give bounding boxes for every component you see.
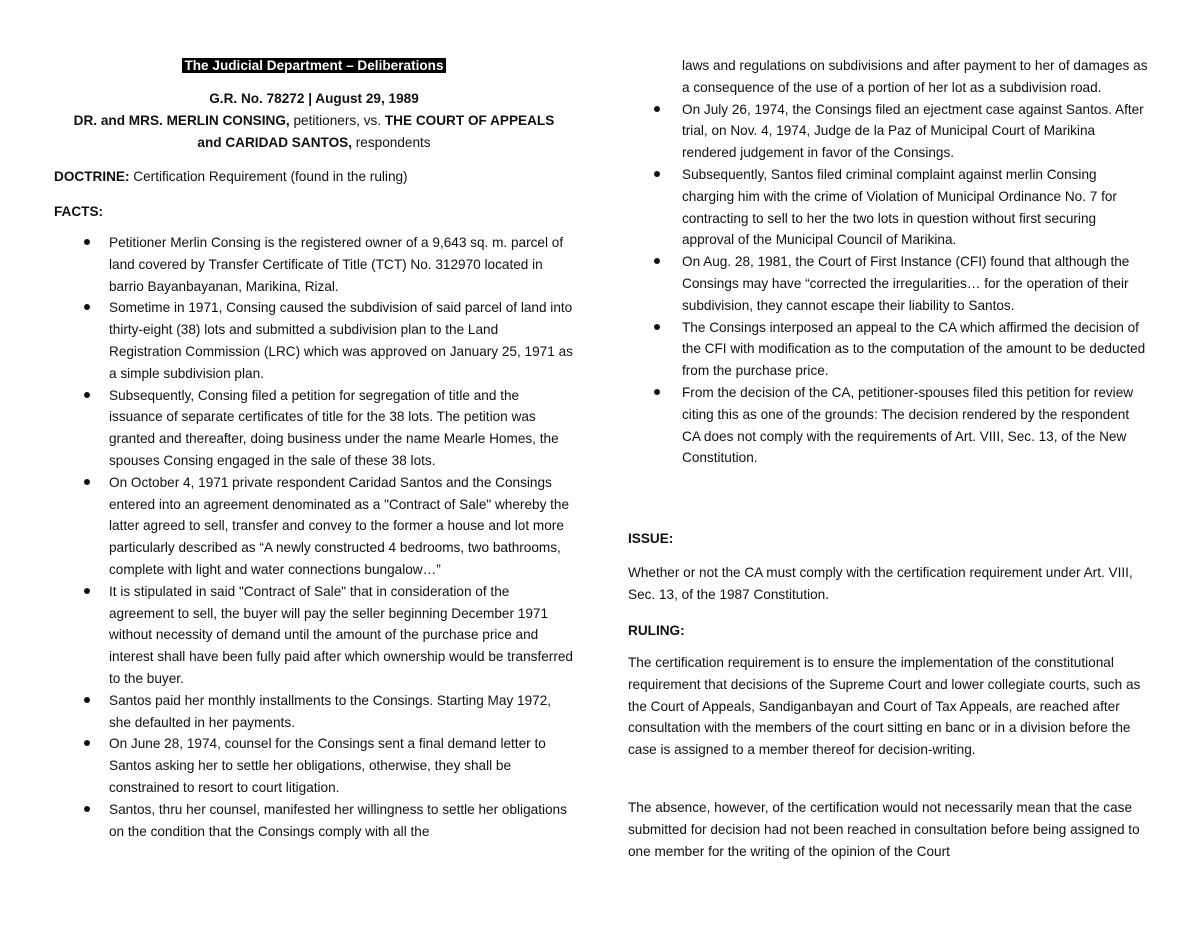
bullet-icon [654, 389, 660, 395]
issue-heading: ISSUE: [628, 531, 674, 546]
list-item-text: From the decision of the CA, petitioner-spouses filed this petition for review citing this as one of the grounds: The decision rendered by the respondent CA does not comply with the requirements of Art. VIII, Sec. 13, of the New Constitution. [682, 384, 1134, 466]
facts-list [54, 232, 574, 842]
list-item-text: Subsequently, Consing filed a petition for segregation of title and the issuance of separate certificates of title for the 38 lots. The petition was granted and thereafter, doing business under the name Mearle Homes, the spouses Consing engaged in the sale of these 38 lots. [109, 387, 559, 468]
facts-heading: FACTS: [54, 204, 104, 219]
list-item [54, 297, 574, 384]
list-item-text: On June 28, 1974, counsel for the Consings sent a final demand letter to Santos asking her to settle her obligations, otherwise, they shall be constrained to resort to court litigation. [109, 736, 546, 795]
bullet-icon [84, 392, 90, 398]
case-number: G.R. No. 78272 | August 29, 1989 [209, 91, 419, 106]
bullet-icon [654, 258, 660, 264]
list-item-text: Subsequently, Santos filed criminal complaint against merlin Consing charging him with the crime of Violation of Municipal Ordinance No. 7 for contracting to sell to her the two lots in question without first securing approval of the Municipal Council of Marikina. [682, 166, 1117, 248]
list-item [628, 164, 1150, 251]
list-item [628, 317, 1150, 382]
list-item [54, 385, 574, 472]
bullet-icon [84, 806, 90, 812]
bullet-icon [654, 106, 660, 112]
list-item-text: Petitioner Merlin Consing is the registered owner of a 9,643 sq. m. parcel of land covered by Transfer Certificate of Title (TCT) No. 312970 located in barrio Bayanbayanan, Marikina, Rizal. [109, 235, 564, 294]
ruling-heading: RULING: [628, 623, 685, 638]
respondents-name: THE COURT OF APPEALS and CARIDAD SANTOS, [197, 113, 555, 150]
petitioners-name: DR. and MRS. MERLIN CONSING, [73, 113, 290, 128]
list-item-text: Sometime in 1971, Consing caused the subdivision of said parcel of land into thirty-eight (38) lots and submitted a subdivision plan to the Land Registration Commission (LRC) which was approved on January 25, 1971 as a simple subdivision plan. [109, 300, 573, 381]
list-item-text: Santos paid her monthly installments to the Consings. Starting May 1972, she defaulted in her payments. [109, 692, 552, 730]
ruling-paragraph: The absence, however, of the certification would not necessarily mean that the case submitted for decision had not been reached in consultation before being assigned to one member for the writing of the opinion of the Court [628, 800, 1140, 859]
list-item-text: On Aug. 28, 1981, the Court of First Instance (CFI) found that although the Consings may have “corrected the irregularities… for the operation of their subdivision, they cannot escape their liability to Santos. [682, 254, 1130, 313]
list-item-text: On July 26, 1974, the Consings filed an ejectment case against Santos. After trial, on Nov. 4, 1974, Judge de la Paz of Municipal Court of Marikina rendered judgement in favor of the Consings. [682, 101, 1144, 161]
document-title [54, 55, 574, 77]
bullet-icon [84, 479, 90, 485]
list-item [54, 799, 574, 843]
case-parties [54, 110, 574, 154]
list-item [628, 99, 1150, 164]
list-item-text: It is stipulated in said "Contract of Sale" that in consideration of the agreement to sell, the buyer will pay the seller beginning December 1971 without necessity of demand until the amount of the purchase price and interest shall have been fully paid after which ownership would be transferred to the buyer. [109, 583, 573, 686]
bullet-icon [84, 588, 90, 594]
petitioners-label: petitioners, vs. [289, 113, 385, 128]
list-item [628, 251, 1150, 316]
doctrine-text: Certification Requirement (found in the ruling) [129, 169, 408, 184]
list-item-text: The Consings interposed an appeal to the CA which affirmed the decision of the CFI with modification as to the computation of the amount to be deducted from the purchase price. [682, 319, 1146, 379]
list-item [628, 382, 1150, 469]
bullet-icon [654, 324, 660, 330]
bullet-icon [84, 740, 90, 746]
list-item [54, 733, 574, 798]
respondents-label: respondents [351, 134, 431, 150]
bullet-icon [84, 304, 90, 310]
title-highlight: The Judicial Department – Deliberations [184, 58, 444, 73]
bullet-icon [84, 239, 90, 245]
list-item [54, 472, 574, 581]
bullet-icon [84, 697, 90, 703]
list-item-text: On October 4, 1971 private respondent Caridad Santos and the Consings entered into an agreement denominated as a "Contract of Sale" whereby the latter agreed to sell, transfer and convey to the former a house and lot more particularly described as “A newly constructed 4 bedrooms, two bathrooms, complete with light and water connections bungalow…” [109, 474, 570, 577]
list-item-text: Santos, thru her counsel, manifested her willingness to settle her obligations on the condition that the Consings comply with all the [109, 801, 567, 839]
doctrine-line [54, 166, 408, 188]
doctrine-label: DOCTRINE: [54, 169, 130, 184]
list-item [54, 232, 574, 297]
bullet-icon [654, 171, 660, 177]
issue-text: Whether or not the CA must comply with the certification requirement under Art. VIII, Sec. 13, of the 1987 Constitution. [628, 565, 1133, 602]
list-item-continuation [628, 55, 1150, 99]
list-item [54, 581, 574, 690]
list-item [54, 690, 574, 734]
ruling-paragraph: The certification requirement is to ensure the implementation of the constitutional requirement that decisions of the Supreme Court and lower collegiate courts, such as the Court of Appeals, Sandiganbayan and Court of Tax Appeals, are reached after consultation with the members of the court sitting en banc or in a division before the case is assigned to a member thereof for decision-writing. [628, 655, 1141, 758]
list-item-text: laws and regulations on subdivisions and after payment to her of damages as a consequence of the use of a portion of her lot as a subdivision road. [682, 58, 1148, 95]
facts-list-continued [628, 55, 1150, 469]
